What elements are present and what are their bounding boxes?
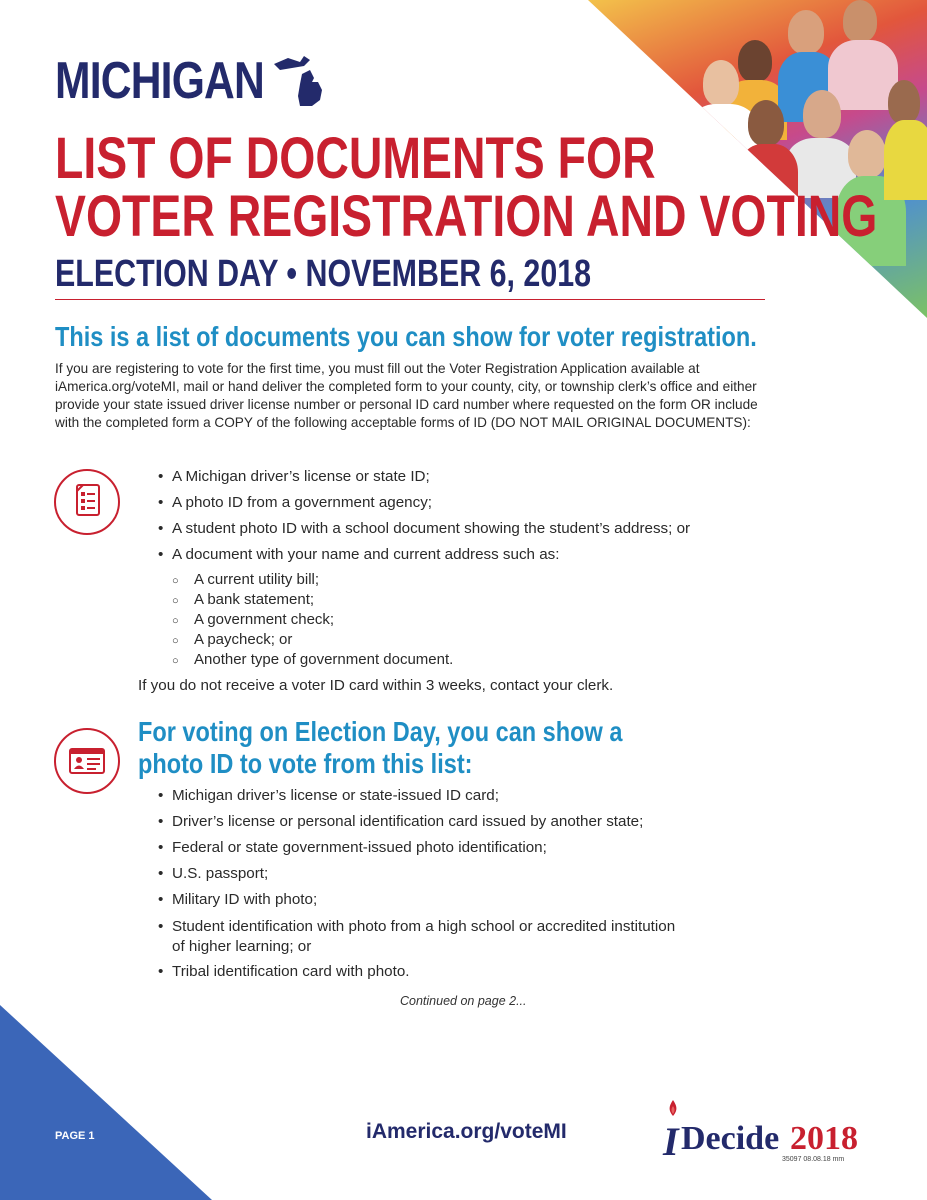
sub-list-item: ○ A government check; (172, 611, 335, 628)
list-item: • A document with your name and current address such as: (158, 546, 560, 563)
registration-documents-list (158, 464, 690, 568)
corner-accent (0, 1005, 212, 1200)
sub-list-item: ○ A current utility bill; (172, 571, 320, 588)
website-link[interactable]: iAmerica.org/voteMI (366, 1120, 567, 1143)
list-item: • Michigan driver’s license or state-issued ID card; (158, 787, 499, 804)
state-title: MICHIGAN (55, 52, 264, 110)
registration-intro (55, 360, 885, 432)
list-item: • A student photo ID with a school document showing the student’s address; or (158, 520, 691, 537)
voting-heading-line-1: For voting on Election Day, you can show a (138, 716, 623, 747)
sub-list-item: ○ Another type of government document. (172, 651, 454, 668)
list-item: • A Michigan driver’s license or state ID; (158, 468, 430, 485)
document-list-icon (54, 469, 120, 535)
id-card-icon (54, 728, 120, 794)
print-code: 35097 08.08.18 mm (782, 1156, 845, 1163)
main-title-line-2: VOTER REGISTRATION AND VOTING (55, 184, 878, 249)
list-item-continuation: of higher learning; or (172, 938, 312, 955)
main-title (55, 126, 878, 249)
registration-heading: This is a list of documents you can show for voter registration. (55, 321, 757, 352)
intro-line: with the completed form a COPY of the following acceptable forms of ID (DO NOT MAIL ORIGINAL DOCUMENTS): (55, 415, 751, 430)
address-documents-sublist (172, 570, 453, 670)
michigan-map-icon (270, 52, 330, 110)
voting-heading-line-2: photo ID to vote from this list: (138, 748, 473, 779)
election-date-subtitle: ELECTION DAY • NOVEMBER 6, 2018 (55, 253, 592, 295)
logo-i: I (663, 1119, 679, 1164)
idecide-logo (663, 1100, 863, 1164)
header-divider (55, 299, 765, 300)
list-item: • Military ID with photo; (158, 891, 318, 908)
voter-id-note: If you do not receive a voter ID card within 3 weeks, contact your clerk. (138, 677, 614, 694)
list-item: • Student identification with photo from a high school or accredited institution (158, 918, 676, 935)
main-title-line-1: LIST OF DOCUMENTS FOR (55, 126, 656, 191)
list-item: • A photo ID from a government agency; (158, 494, 433, 511)
list-item: • Federal or state government-issued photo identification; (158, 839, 547, 856)
logo-decide: Decide (681, 1120, 780, 1157)
voting-photo-id-list (158, 783, 675, 985)
page-number: PAGE 1 (55, 1130, 95, 1142)
continued-note: Continued on page 2... (400, 994, 527, 1008)
list-item: • Tribal identification card with photo. (158, 963, 410, 980)
intro-line: iAmerica.org/voteMI, mail or hand deliver the completed form to your county, city, or township clerk’s office and either (55, 379, 757, 394)
sub-list-item: ○ A bank statement; (172, 591, 315, 608)
logo-year: 2018 (790, 1120, 858, 1157)
intro-line: provide your state issued driver license number or personal ID card number where requested on the form OR include (55, 397, 758, 412)
list-item: • Driver’s license or personal identification card issued by another state; (158, 813, 644, 830)
list-item: • U.S. passport; (158, 865, 269, 882)
voting-heading (138, 716, 622, 780)
intro-line: If you are registering to vote for the first time, you must fill out the Voter Registration Application available at (55, 361, 700, 376)
sub-list-item: ○ A paycheck; or (172, 631, 293, 648)
